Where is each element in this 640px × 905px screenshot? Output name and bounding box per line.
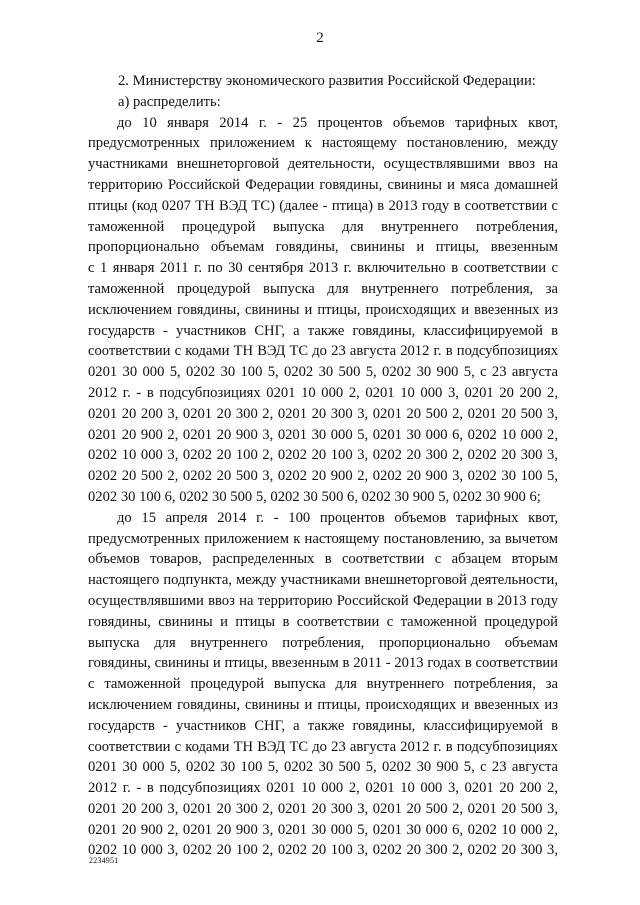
- text-line: 0201 20 900 2, 0201 20 900 3, 0201 30 000 5, 0201 30 000 6, 0202 10 000 2,: [88, 426, 558, 443]
- text-line: говядины, свинины и птицы, ввезенным в 2011 - 2013 годах в соответствии: [88, 655, 558, 672]
- text-line: предусмотренных приложением к настоящему постановлению, за вычетом: [88, 530, 558, 547]
- text-line: соответствии с кодами ТН ВЭД ТС до 23 августа 2012 г. в подсубпозициях: [88, 343, 558, 360]
- text-line: предусмотренных приложением к настоящему постановлению, между: [88, 135, 558, 152]
- text-line: 0201 20 200 3, 0201 20 300 2, 0201 20 300 3, 0201 20 500 2, 0201 20 500 3,: [88, 800, 558, 817]
- text-line: 0202 10 000 3, 0202 20 100 2, 0202 20 100 3, 0202 20 300 2, 0202 20 300 3,: [88, 842, 558, 859]
- text-line: таможенной процедурой выпуска для внутреннего потребления, за: [88, 280, 558, 297]
- text-line: осуществлявшими ввоз на территорию Российской Федерации в 2013 году: [88, 592, 558, 609]
- text-line: пропорционально объемам говядины, свинины и птицы, ввезенным: [88, 239, 558, 256]
- text-line: участниками внешнеторговой деятельности, осуществлявшими ввоз на: [88, 156, 558, 173]
- text-line: 0202 10 000 3, 0202 20 100 2, 0202 20 100 3, 0202 20 300 2, 0202 20 300 3,: [88, 447, 558, 464]
- text-line: птицы (код 0207 ТН ВЭД ТС) (далее - птица) в 2013 году в соответствии с: [88, 197, 558, 214]
- text-line: выпуска для внутреннего потребления, пропорционально объемам: [88, 634, 558, 651]
- text-line: с 1 января 2011 г. по 30 сентября 2013 г. включительно в соответствии с: [88, 260, 558, 277]
- text-line: государств - участников СНГ, а также говядины, классифицируемой в: [88, 717, 558, 734]
- text-line: 2. Министерству экономического развития Российской Федерации:: [118, 73, 536, 89]
- text-line: 2012 г. - в подсубпозициях 0201 10 000 2, 0201 10 000 3, 0201 20 200 2,: [88, 780, 558, 797]
- text-line: 2012 г. - в подсубпозициях 0201 10 000 2, 0201 10 000 3, 0201 20 200 2,: [88, 384, 558, 401]
- document-body: [88, 71, 558, 861]
- document-code: 2234951: [89, 856, 119, 865]
- text-line: а) распределить:: [118, 93, 221, 110]
- text-line: 0202 30 100 6, 0202 30 500 5, 0202 30 500 6, 0202 30 900 5, 0202 30 900 6;: [88, 488, 541, 505]
- text-line: с таможенной процедурой выпуска для внутреннего потребления, за: [88, 676, 558, 693]
- text-line: 0201 20 200 3, 0201 20 300 2, 0201 20 300 3, 0201 20 500 2, 0201 20 500 3,: [88, 405, 558, 422]
- text-line: государств - участников СНГ, а также говядины, классифицируемой в: [88, 322, 558, 339]
- text-line: настоящего подпункта, между участниками внешнеторговой деятельности,: [88, 572, 558, 589]
- text-line: таможенной процедурой выпуска для внутреннего потребления,: [88, 218, 558, 235]
- text-line: до 15 апреля 2014 г. - 100 процентов объемов тарифных квот,: [117, 509, 558, 526]
- text-line: 0202 20 500 2, 0202 20 500 3, 0202 20 900 2, 0202 20 900 3, 0202 30 100 5,: [88, 468, 558, 485]
- text-line: говядины, свинины и птицы в соответствии с таможенной процедурой: [88, 613, 558, 630]
- text-line: территорию Российской Федерации говядины, свинины и мяса домашней: [88, 176, 558, 193]
- text-line: до 10 января 2014 г. - 25 процентов объемов тарифных квот,: [117, 114, 558, 131]
- page-number: 2: [316, 30, 324, 46]
- text-line: исключением говядины, свинины и птицы, происходящих и ввезенных из: [88, 696, 558, 713]
- text-line: объемов товаров, распределенных в соответствии с абзацем вторым: [88, 551, 558, 568]
- text-line: исключением говядины, свинины и птицы, происходящих и ввезенных из: [88, 301, 558, 318]
- text-line: 0201 30 000 5, 0202 30 100 5, 0202 30 500 5, 0202 30 900 5, с 23 августа: [88, 759, 558, 776]
- text-line: 0201 30 000 5, 0202 30 100 5, 0202 30 500 5, 0202 30 900 5, с 23 августа: [88, 364, 558, 381]
- text-line: 0201 20 900 2, 0201 20 900 3, 0201 30 000 5, 0201 30 000 6, 0202 10 000 2,: [88, 821, 558, 838]
- text-line: соответствии с кодами ТН ВЭД ТС до 23 августа 2012 г. в подсубпозициях: [88, 738, 558, 755]
